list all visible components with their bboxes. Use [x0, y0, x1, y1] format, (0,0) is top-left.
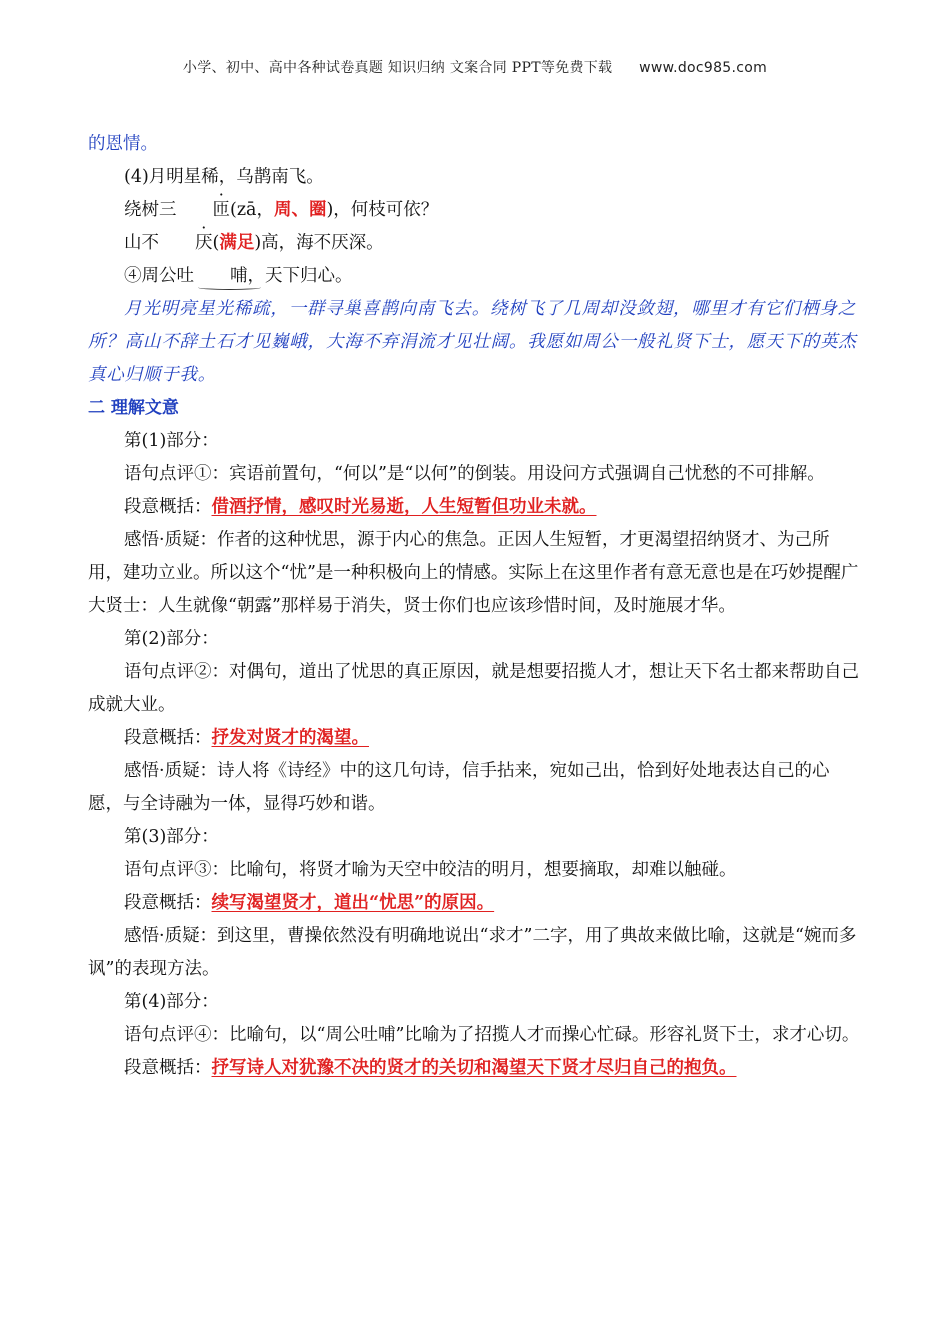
part-1-summary: [88, 491, 860, 524]
part-2-heading: 第(2)部分：: [124, 629, 219, 649]
part-1-reflection: 感悟·质疑：作者的这种忧思，源于内心的焦急。正因人生短暂，才更渴望招纳贤才、为己所用，建功立业。所以这个“忧”是一种积极向上的情感。实际上在这里作者有意无意也是在巧妙提醒广大贤士：人生就像“朝露”那样易于消失，贤士你们也应该珍惜时间，及时施展才华。: [88, 530, 859, 616]
part-1-comment: 语句点评①：宾语前置句，“何以”是“以何”的倒装。用设问方式强调自己忧愁的不可排解。: [124, 464, 825, 484]
gloss-red: 满足: [219, 233, 255, 253]
part-2-comment: 语句点评②：对偶句，道出了忧思的真正原因，就是想要招揽人才，想让天下名士都来帮助自己成就大业。: [88, 662, 859, 715]
summary-red: 续写渴望贤才，道出“忧思”的原因。: [211, 893, 495, 913]
part-4-summary: [88, 1052, 860, 1085]
summary-label: 段意概括：: [124, 893, 212, 913]
summary-red: 借酒抒情，感叹时光易逝，人生短暂但功业未就。: [211, 497, 597, 517]
dotted-char: 匝: [212, 200, 230, 220]
part-1-heading: 第(1)部分：: [124, 431, 219, 451]
summary-label: 段意概括：: [124, 1058, 212, 1078]
gloss-red: 周、圈: [273, 200, 327, 220]
header-url[interactable]: www.doc985.com: [639, 60, 768, 76]
header-text: 小学、初中、高中各种试卷真题 知识归纳 文案合同 PPT等免费下载: [182, 60, 613, 76]
poem-text: )，何枝可依？: [326, 200, 439, 220]
poem-line-4: (4)月明星稀，乌鹊南飞。: [124, 167, 324, 187]
section-heading: 二 理解文意: [88, 398, 179, 418]
summary-label: 段意概括：: [124, 728, 212, 748]
poem-text: 绕树三: [124, 200, 177, 220]
part-4-heading: 第(4)部分：: [124, 992, 219, 1012]
part-3-summary: [88, 887, 860, 920]
page-header: [0, 57, 950, 77]
part-3-reflection: 感悟·质疑：到这里，曹操依然没有明确地说出“求才”二字，用了典故来做比喻，这就是“婉而多讽”的表现方法。: [88, 926, 857, 979]
wavy-underlined-text: 哺，: [194, 260, 265, 293]
poem-text: 山不: [124, 233, 159, 253]
summary-red: 抒写诗人对犹豫不决的贤才的关切和渴望天下贤才尽归自己的抱负。: [211, 1058, 737, 1078]
summary-label: 段意概括：: [124, 497, 212, 517]
paren: (: [212, 233, 220, 253]
poem-text: ④周公吐: [124, 266, 194, 286]
part-4-comment: 语句点评④：比喻句，以“周公吐哺”比喻为了招揽人才而操心忙碌。形容礼贤下士，求才心切。: [124, 1025, 860, 1045]
translation-paragraph: 月光明亮星光稀疏，一群寻巢喜鹊向南飞去。绕树飞了几周却没敛翅，哪里才有它们栖身之所？高山不辞土石才见巍峨，大海不弃涓流才见壮阔。我愿如周公一般礼贤下士，愿天下的英杰真心归顺于我。: [88, 299, 857, 385]
part-3-heading: 第(3)部分：: [124, 827, 219, 847]
part-2-reflection: 感悟·质疑：诗人将《诗经》中的这几句诗，信手拈来，宛如己出，恰到好处地表达自己的心愿，与全诗融为一体，显得巧妙和谐。: [88, 761, 830, 814]
pinyin-note: (zā，: [230, 200, 274, 220]
poem-text: )高，海不厌深。: [254, 233, 384, 253]
poem-line-yan: [88, 227, 860, 260]
part-2-summary: [88, 722, 860, 755]
summary-red: 抒发对贤才的渴望。: [211, 728, 369, 748]
poem-line-zhougong: [88, 260, 860, 293]
continued-line: 的恩情。: [88, 134, 158, 154]
dotted-char: 厌: [195, 233, 213, 253]
poem-text: 天下归心。: [265, 266, 353, 286]
document-body: [88, 128, 860, 1085]
part-3-comment: 语句点评③：比喻句，将贤才喻为天空中皎洁的明月，想要摘取，却难以触碰。: [124, 860, 737, 880]
